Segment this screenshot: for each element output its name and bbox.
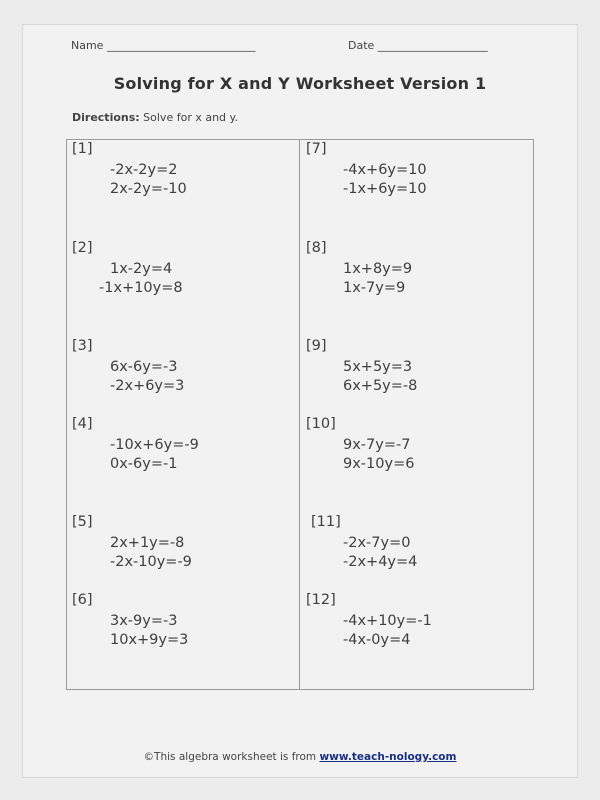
problem-number: [3]	[72, 338, 93, 354]
footer-credit	[23, 751, 577, 763]
footer-link[interactable]: www.teach-nology.com	[319, 751, 457, 763]
column-divider	[299, 140, 300, 689]
equation-2: -2x+4y=4	[343, 554, 418, 570]
equation-1: 5x+5y=3	[343, 359, 413, 375]
equation-2: 9x-10y=6	[343, 456, 415, 472]
problem-number: [1]	[72, 141, 93, 157]
equation-2: -2x-10y=-9	[110, 554, 192, 570]
equation-2: -4x-0y=4	[343, 632, 411, 648]
equation-2: 6x+5y=-8	[343, 378, 418, 394]
equation-1: -10x+6y=-9	[110, 437, 199, 453]
problem-number: [11]	[311, 514, 341, 530]
name-field-line: Name ___________________________	[71, 39, 256, 52]
problems-grid	[66, 139, 534, 690]
directions	[72, 111, 238, 124]
equation-1: 6x-6y=-3	[110, 359, 178, 375]
equation-1: 9x-7y=-7	[343, 437, 411, 453]
equation-1: 2x+1y=-8	[110, 535, 185, 551]
equation-2: 10x+9y=3	[110, 632, 189, 648]
page-title: Solving for X and Y Worksheet Version 1	[113, 74, 487, 93]
directions-label: Directions:	[72, 111, 140, 124]
equation-1: 3x-9y=-3	[110, 613, 178, 629]
equation-1: -2x-7y=0	[343, 535, 411, 551]
equation-2: 1x-7y=9	[343, 280, 406, 296]
problem-number: [10]	[306, 416, 336, 432]
problem-number: [5]	[72, 514, 93, 530]
worksheet-page	[22, 24, 578, 778]
equation-2: 0x-6y=-1	[110, 456, 178, 472]
equation-2: 2x-2y=-10	[110, 181, 187, 197]
equation-1: 1x+8y=9	[343, 261, 413, 277]
problem-number: [12]	[306, 592, 336, 608]
equation-2: -1x+6y=10	[343, 181, 427, 197]
equation-2: -1x+10y=8	[99, 280, 183, 296]
equation-1: -2x-2y=2	[110, 162, 178, 178]
equation-1: -4x+6y=10	[343, 162, 427, 178]
problem-number: [7]	[306, 141, 327, 157]
problem-number: [6]	[72, 592, 93, 608]
date-field-line: Date ____________________	[348, 39, 488, 52]
problem-number: [4]	[72, 416, 93, 432]
problem-number: [9]	[306, 338, 327, 354]
equation-2: -2x+6y=3	[110, 378, 185, 394]
problem-number: [8]	[306, 240, 327, 256]
directions-text: Solve for x and y.	[139, 111, 238, 124]
equation-1: 1x-2y=4	[110, 261, 173, 277]
equation-1: -4x+10y=-1	[343, 613, 432, 629]
footer-text: ©This algebra worksheet is from	[143, 751, 320, 763]
problem-number: [2]	[72, 240, 93, 256]
